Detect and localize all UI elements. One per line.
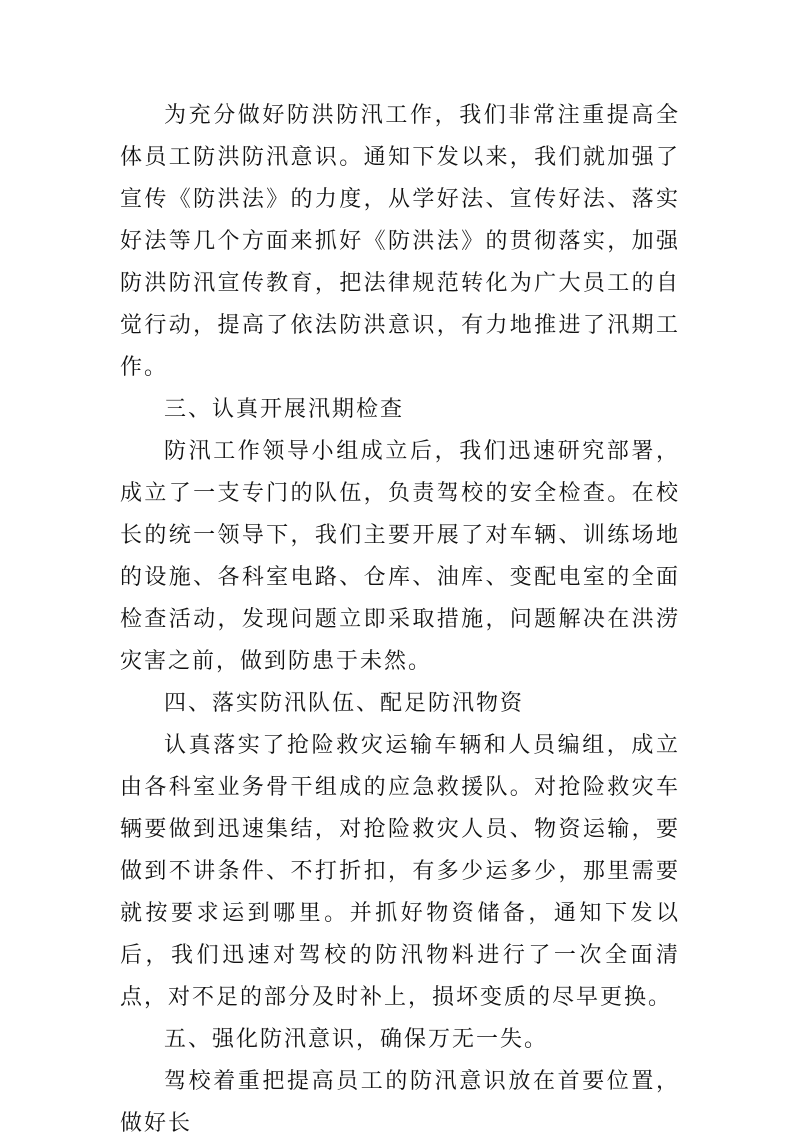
section-heading-3: 三、认真开展汛期检查 xyxy=(164,397,405,422)
section-heading-5: 五、强化防汛意识，确保万无一失。 xyxy=(164,1027,549,1052)
paragraph-flood-awareness: 为充分做好防洪防汛工作，我们非常注重提高全体员工防洪防汛意识。通知下发以来，我们就加强了宣传《防洪法》的力度，从学好法、宣传好法、落实好法等几个方面来抓好《防洪法》的贯彻落实，加强防洪防汛宣传教育，把法律规范转化为广大员工的自觉行动，提高了依法防洪意识，有力地推进了汛期工作。 xyxy=(120,103,680,380)
paragraph-team-supplies: 认真落实了抢险救灾运输车辆和人员编组，成立由各科室业务骨干组成的应急救援队。对抢险救灾车辆要做到迅速集结，对抢险救灾人员、物资运输，要做到不讲条件、不打折扣，有多少运多少，那里需要就按要求运到哪里。并抓好物资储备，通知下发以后，我们迅速对驾校的防汛物料进行了一次全面清点，对不足的部分及时补上，损坏变质的尽早更换。 xyxy=(120,733,680,1010)
paragraph-awareness-priority: 驾校着重把提高员工的防汛意识放在首要位置，做好长 xyxy=(120,1069,680,1136)
section-heading-4: 四、落实防汛队伍、配足防汛物资 xyxy=(164,691,525,716)
paragraph-inspection: 防汛工作领导小组成立后，我们迅速研究部署，成立了一支专门的队伍，负责驾校的安全检查。在校长的统一领导下，我们主要开展了对车辆、训练场地的设施、各科室电路、仓库、油库、变配电室的全面检查活动，发现问题立即采取措施，问题解决在洪涝灾害之前，做到防患于未然。 xyxy=(120,439,680,674)
document-body xyxy=(120,95,680,1145)
